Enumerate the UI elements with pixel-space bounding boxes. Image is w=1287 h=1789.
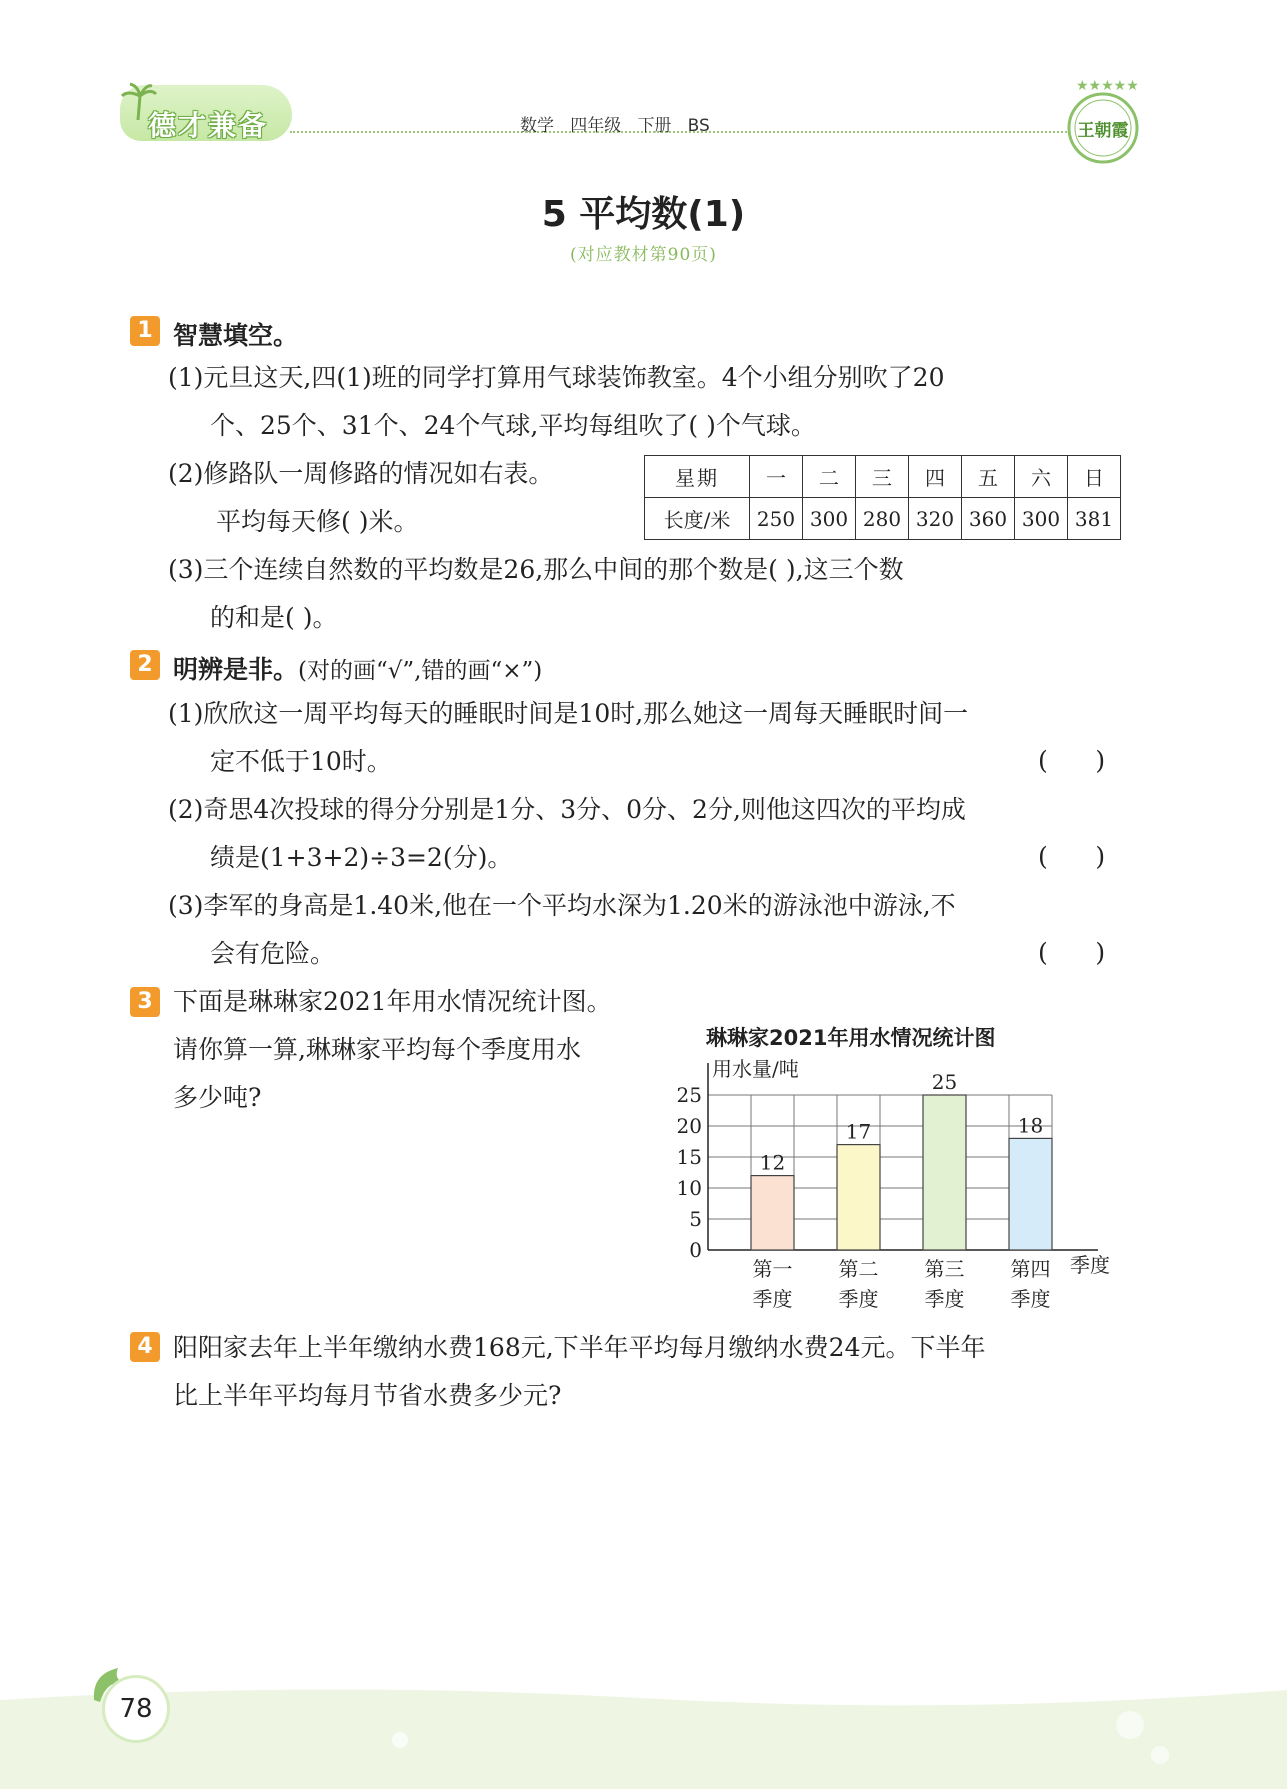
heading-text: 明辨是非。 — [173, 655, 299, 684]
q4-line2: 比上半年平均每月节省水费多少元? — [173, 1381, 562, 1410]
table-cell: 星期 — [645, 456, 750, 498]
q2-part2-line2: 绩是(1+3+2)÷3=2(分)。 — [210, 843, 513, 872]
table-cell: 360 — [962, 498, 1015, 540]
table-row — [645, 456, 1121, 498]
heading-note: (对的画“√”,错的画“×”) — [298, 658, 543, 684]
water-usage-bar-chart — [660, 1050, 1130, 1320]
x-category-label: 第四 — [1010, 1257, 1051, 1281]
table-cell: 320 — [909, 498, 962, 540]
y-tick-label: 25 — [676, 1083, 702, 1107]
bar-value-label: 25 — [931, 1070, 958, 1094]
question-heading — [173, 650, 542, 686]
q1-part1-line1: (1)元旦这天,四(1)班的同学打算用气球装饰教室。4个小组分别吹了20 — [168, 363, 945, 392]
answer-parentheses[interactable]: ( ) — [1038, 746, 1106, 775]
logo-text: 德才兼备 — [148, 109, 269, 142]
q2-part2-line1: (2)奇思4次投球的得分分别是1分、3分、0分、2分,则他这四次的平均成 — [168, 795, 966, 824]
q1-part1-line2: 个、25个、31个、24个气球,平均每组吹了( )个气球。 — [210, 411, 816, 440]
x-axis-label: 季度 — [1070, 1253, 1110, 1277]
footer-wave-decoration — [0, 1680, 1287, 1789]
grade: 四年级 — [570, 116, 622, 136]
volume: 下册 — [637, 116, 672, 136]
y-tick-label: 20 — [676, 1114, 702, 1138]
question-number-badge: 3 — [130, 987, 160, 1017]
q3-line1: 下面是琳琳家2021年用水情况统计图。 — [173, 987, 612, 1016]
author-seal — [1062, 76, 1144, 168]
subject: 数学 — [520, 116, 554, 136]
table-cell: 280 — [856, 498, 909, 540]
chart-title: 琳琳家2021年用水情况统计图 — [706, 1026, 996, 1050]
question-heading: 智慧填空。 — [173, 321, 299, 350]
bar-value-label: 12 — [759, 1150, 786, 1175]
bar — [923, 1095, 966, 1250]
bar-value-label: 18 — [1017, 1113, 1044, 1138]
table-cell: 日 — [1068, 456, 1121, 498]
x-category-label: 季度 — [752, 1287, 793, 1311]
bar — [837, 1145, 880, 1250]
table-cell: 三 — [856, 456, 909, 498]
q1-part2-line2: 平均每天修( )米。 — [216, 507, 419, 536]
edition: BS — [687, 116, 710, 136]
page-number: 78 — [102, 1675, 170, 1743]
q2-part3-line2: 会有危险。 — [210, 939, 336, 968]
q2-part1-line1: (1)欣欣这一周平均每天的睡眠时间是10时,那么她这一周每天睡眠时间一 — [168, 699, 969, 728]
y-tick-label: 0 — [689, 1238, 702, 1262]
svg-text:★★★★★: ★★★★★ — [1076, 78, 1139, 94]
q1-part3-line1: (3)三个连续自然数的平均数是26,那么中间的那个数是( ),这三个数 — [168, 555, 904, 584]
bar — [1009, 1138, 1052, 1250]
bar — [751, 1176, 794, 1250]
q4-line1: 阳阳家去年上半年缴纳水费168元,下半年平均每月缴纳水费24元。下半年 — [173, 1333, 986, 1362]
q3-line3: 多少吨? — [173, 1083, 262, 1112]
book-info — [520, 111, 710, 136]
y-tick-label: 10 — [676, 1176, 702, 1200]
q2-part3-line1: (3)李军的身高是1.40米,他在一个平均水深为1.20米的游泳池中游泳,不 — [168, 891, 956, 920]
table-cell: 300 — [803, 498, 856, 540]
table-cell: 长度/米 — [645, 498, 750, 540]
x-category-label: 第三 — [924, 1257, 965, 1281]
table-cell: 一 — [750, 456, 803, 498]
bar-value-label: 17 — [845, 1119, 872, 1144]
x-category-label: 第一 — [752, 1257, 793, 1281]
question-number-badge: 4 — [130, 1332, 160, 1362]
question-number-badge: 1 — [130, 316, 160, 346]
x-category-label: 季度 — [924, 1287, 965, 1311]
q3-line2: 请你算一算,琳琳家平均每个季度用水 — [173, 1035, 581, 1064]
road-repair-table — [644, 455, 1121, 540]
y-tick-label: 15 — [676, 1145, 702, 1169]
table-cell: 250 — [750, 498, 803, 540]
y-tick-label: 5 — [689, 1207, 702, 1231]
x-category-label: 第二 — [838, 1257, 879, 1281]
table-row — [645, 498, 1121, 540]
seal-name: 王朝霞 — [1077, 121, 1129, 141]
q2-part1-line2: 定不低于10时。 — [210, 747, 392, 776]
table-cell: 300 — [1015, 498, 1068, 540]
answer-parentheses[interactable]: ( ) — [1038, 938, 1106, 967]
q1-part2-line1: (2)修路队一周修路的情况如右表。 — [168, 459, 554, 488]
table-cell: 二 — [803, 456, 856, 498]
textbook-reference: (对应教材第90页) — [570, 245, 717, 265]
question-number-badge: 2 — [130, 650, 160, 680]
table-cell: 五 — [962, 456, 1015, 498]
y-axis-label: 用水量/吨 — [712, 1057, 799, 1081]
x-category-label: 季度 — [1010, 1287, 1051, 1311]
chart-bars — [751, 1095, 1052, 1250]
table-cell: 六 — [1015, 456, 1068, 498]
table-cell: 四 — [909, 456, 962, 498]
table-cell: 381 — [1068, 498, 1121, 540]
q1-part3-line2: 的和是( )。 — [210, 603, 338, 632]
answer-parentheses[interactable]: ( ) — [1038, 842, 1106, 871]
x-category-label: 季度 — [838, 1287, 879, 1311]
page-title: 5 平均数(1) — [541, 194, 746, 235]
